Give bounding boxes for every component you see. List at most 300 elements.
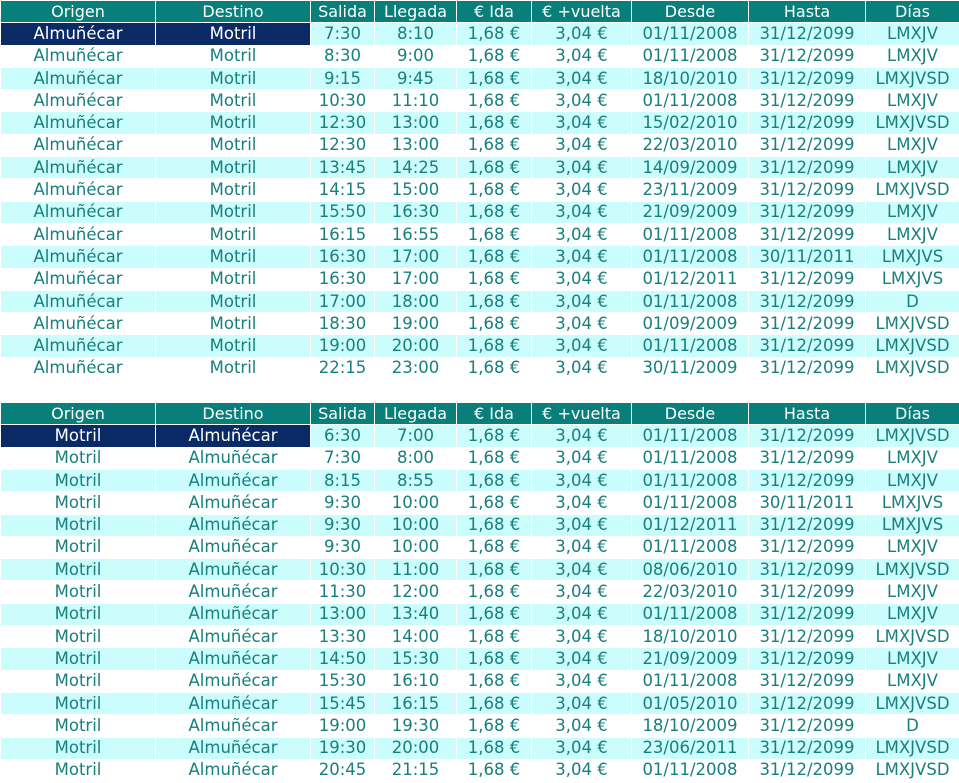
destination-cell[interactable]: Motril [156,45,311,67]
days-cell[interactable]: LMXJVS [866,492,959,514]
table-row[interactable] [1,112,959,134]
arrival-cell[interactable]: 10:00 [375,492,457,514]
col-header-desde[interactable]: Desde [632,1,749,23]
table-row[interactable] [1,648,959,670]
days-cell[interactable]: LMXJVS [866,268,959,290]
table-row[interactable] [1,23,959,45]
departure-cell[interactable]: 9:30 [311,492,375,514]
single-fare-cell[interactable]: 1,68 € [457,447,532,469]
table-row[interactable] [1,536,959,558]
arrival-cell[interactable]: 15:30 [375,648,457,670]
days-cell[interactable]: LMXJVSD [866,357,959,379]
destination-cell[interactable]: Almuñécar [156,737,311,759]
valid-from-cell[interactable]: 01/11/2008 [632,246,749,268]
valid-to-cell[interactable]: 31/12/2099 [749,603,866,625]
table-row[interactable] [1,626,959,648]
return-fare-cell[interactable]: 3,04 € [532,737,632,759]
valid-from-cell[interactable]: 01/11/2008 [632,223,749,245]
return-fare-cell[interactable]: 3,04 € [532,626,632,648]
valid-from-cell[interactable]: 01/12/2011 [632,268,749,290]
valid-to-cell[interactable]: 31/12/2099 [749,268,866,290]
arrival-cell[interactable]: 21:15 [375,759,457,781]
return-fare-cell[interactable]: 3,04 € [532,112,632,134]
single-fare-cell[interactable]: 1,68 € [457,246,532,268]
valid-from-cell[interactable]: 01/11/2008 [632,425,749,447]
valid-to-cell[interactable]: 31/12/2099 [749,357,866,379]
table-row[interactable] [1,737,959,759]
valid-to-cell[interactable]: 31/12/2099 [749,626,866,648]
origin-cell[interactable]: Motril [1,603,156,625]
valid-from-cell[interactable]: 01/11/2008 [632,492,749,514]
origin-cell[interactable]: Motril [1,670,156,692]
col-header-salida[interactable]: Salida [311,403,375,425]
valid-from-cell[interactable]: 14/09/2009 [632,157,749,179]
origin-cell[interactable]: Almuñécar [1,45,156,67]
departure-cell[interactable]: 7:30 [311,447,375,469]
col-header-dias[interactable]: Días [866,1,959,23]
arrival-cell[interactable]: 8:00 [375,447,457,469]
destination-cell[interactable]: Motril [156,157,311,179]
departure-cell[interactable]: 22:15 [311,357,375,379]
single-fare-cell[interactable]: 1,68 € [457,335,532,357]
days-cell[interactable]: LMXJVSD [866,626,959,648]
arrival-cell[interactable]: 16:55 [375,223,457,245]
single-fare-cell[interactable]: 1,68 € [457,737,532,759]
valid-to-cell[interactable]: 31/12/2099 [749,469,866,491]
table-row[interactable] [1,492,959,514]
days-cell[interactable]: LMXJVSD [866,692,959,714]
days-cell[interactable]: LMXJVS [866,246,959,268]
col-header-origen[interactable]: Origen [1,1,156,23]
departure-cell[interactable]: 9:15 [311,67,375,89]
days-cell[interactable]: LMXJV [866,45,959,67]
valid-from-cell[interactable]: 21/09/2009 [632,201,749,223]
days-cell[interactable]: LMXJVSD [866,313,959,335]
arrival-cell[interactable]: 11:00 [375,559,457,581]
origin-cell[interactable]: Motril [1,648,156,670]
days-cell[interactable]: LMXJVSD [866,425,959,447]
col-header-salida[interactable]: Salida [311,1,375,23]
origin-cell[interactable]: Motril [1,715,156,737]
valid-to-cell[interactable]: 31/12/2099 [749,425,866,447]
destination-cell[interactable]: Motril [156,223,311,245]
origin-cell[interactable]: Almuñécar [1,246,156,268]
table-row[interactable] [1,157,959,179]
destination-cell[interactable]: Motril [156,246,311,268]
table-row[interactable] [1,201,959,223]
return-fare-cell[interactable]: 3,04 € [532,134,632,156]
return-fare-cell[interactable]: 3,04 € [532,670,632,692]
valid-from-cell[interactable]: 01/11/2008 [632,603,749,625]
days-cell[interactable]: LMXJVSD [866,179,959,201]
return-fare-cell[interactable]: 3,04 € [532,246,632,268]
origin-cell[interactable]: Motril [1,581,156,603]
origin-cell[interactable]: Almuñécar [1,67,156,89]
arrival-cell[interactable]: 20:00 [375,335,457,357]
arrival-cell[interactable]: 16:10 [375,670,457,692]
table-row[interactable] [1,45,959,67]
single-fare-cell[interactable]: 1,68 € [457,603,532,625]
days-cell[interactable]: LMXJV [866,157,959,179]
days-cell[interactable]: LMXJV [866,469,959,491]
arrival-cell[interactable]: 10:00 [375,536,457,558]
destination-cell[interactable]: Motril [156,290,311,312]
departure-cell[interactable]: 20:45 [311,759,375,781]
days-cell[interactable]: D [866,290,959,312]
origin-cell[interactable]: Almuñécar [1,134,156,156]
return-fare-cell[interactable]: 3,04 € [532,290,632,312]
table-row[interactable] [1,223,959,245]
table-row[interactable] [1,134,959,156]
col-header-destino[interactable]: Destino [156,1,311,23]
days-cell[interactable]: LMXJVSD [866,112,959,134]
valid-from-cell[interactable]: 23/06/2011 [632,737,749,759]
valid-from-cell[interactable]: 22/03/2010 [632,581,749,603]
return-fare-cell[interactable]: 3,04 € [532,223,632,245]
departure-cell[interactable]: 13:45 [311,157,375,179]
table-row[interactable] [1,67,959,89]
departure-cell[interactable]: 19:30 [311,737,375,759]
valid-to-cell[interactable]: 31/12/2099 [749,447,866,469]
valid-from-cell[interactable]: 01/11/2008 [632,536,749,558]
col-header-llegada[interactable]: Llegada [375,1,457,23]
col-header-hasta[interactable]: Hasta [749,403,866,425]
table-row[interactable] [1,313,959,335]
valid-to-cell[interactable]: 31/12/2099 [749,648,866,670]
destination-cell[interactable]: Almuñécar [156,670,311,692]
single-fare-cell[interactable]: 1,68 € [457,157,532,179]
table-row[interactable] [1,425,959,447]
departure-cell[interactable]: 18:30 [311,313,375,335]
valid-to-cell[interactable]: 31/12/2099 [749,581,866,603]
col-header-vuelta[interactable]: € +vuelta [532,1,632,23]
arrival-cell[interactable]: 16:15 [375,692,457,714]
return-fare-cell[interactable]: 3,04 € [532,492,632,514]
arrival-cell[interactable]: 7:00 [375,425,457,447]
arrival-cell[interactable]: 18:00 [375,290,457,312]
single-fare-cell[interactable]: 1,68 € [457,67,532,89]
arrival-cell[interactable]: 19:00 [375,313,457,335]
valid-from-cell[interactable]: 01/09/2009 [632,313,749,335]
destination-cell[interactable]: Almuñécar [156,581,311,603]
valid-to-cell[interactable]: 31/12/2099 [749,201,866,223]
single-fare-cell[interactable]: 1,68 € [457,23,532,45]
valid-from-cell[interactable]: 01/11/2008 [632,90,749,112]
valid-to-cell[interactable]: 31/12/2099 [749,670,866,692]
origin-cell[interactable]: Motril [1,559,156,581]
destination-cell[interactable]: Almuñécar [156,715,311,737]
departure-cell[interactable]: 6:30 [311,425,375,447]
return-fare-cell[interactable]: 3,04 € [532,357,632,379]
days-cell[interactable]: LMXJVSD [866,559,959,581]
valid-to-cell[interactable]: 31/12/2099 [749,90,866,112]
return-fare-cell[interactable]: 3,04 € [532,201,632,223]
single-fare-cell[interactable]: 1,68 € [457,134,532,156]
valid-to-cell[interactable]: 31/12/2099 [749,23,866,45]
departure-cell[interactable]: 11:30 [311,581,375,603]
single-fare-cell[interactable]: 1,68 € [457,559,532,581]
return-fare-cell[interactable]: 3,04 € [532,469,632,491]
origin-cell[interactable]: Almuñécar [1,290,156,312]
return-fare-cell[interactable]: 3,04 € [532,536,632,558]
single-fare-cell[interactable]: 1,68 € [457,715,532,737]
destination-cell[interactable]: Almuñécar [156,559,311,581]
valid-from-cell[interactable]: 18/10/2010 [632,67,749,89]
valid-to-cell[interactable]: 31/12/2099 [749,67,866,89]
origin-cell[interactable]: Motril [1,469,156,491]
destination-cell[interactable]: Almuñécar [156,514,311,536]
departure-cell[interactable]: 12:30 [311,112,375,134]
arrival-cell[interactable]: 16:30 [375,201,457,223]
destination-cell[interactable]: Almuñécar [156,425,311,447]
arrival-cell[interactable]: 20:00 [375,737,457,759]
valid-to-cell[interactable]: 31/12/2099 [749,112,866,134]
departure-cell[interactable]: 13:30 [311,626,375,648]
departure-cell[interactable]: 14:50 [311,648,375,670]
valid-from-cell[interactable]: 18/10/2010 [632,626,749,648]
arrival-cell[interactable]: 9:00 [375,45,457,67]
origin-cell[interactable]: Motril [1,447,156,469]
single-fare-cell[interactable]: 1,68 € [457,425,532,447]
origin-cell[interactable]: Almuñécar [1,313,156,335]
col-header-desde[interactable]: Desde [632,403,749,425]
col-header-hasta[interactable]: Hasta [749,1,866,23]
table-row[interactable] [1,179,959,201]
days-cell[interactable]: LMXJVSD [866,737,959,759]
departure-cell[interactable]: 9:30 [311,536,375,558]
valid-to-cell[interactable]: 31/12/2099 [749,134,866,156]
valid-from-cell[interactable]: 01/11/2008 [632,335,749,357]
table-row[interactable] [1,268,959,290]
single-fare-cell[interactable]: 1,68 € [457,670,532,692]
days-cell[interactable]: LMXJV [866,581,959,603]
days-cell[interactable]: LMXJV [866,134,959,156]
destination-cell[interactable]: Almuñécar [156,492,311,514]
arrival-cell[interactable]: 14:25 [375,157,457,179]
table-row[interactable] [1,759,959,781]
destination-cell[interactable]: Motril [156,201,311,223]
destination-cell[interactable]: Motril [156,357,311,379]
origin-cell[interactable]: Almuñécar [1,90,156,112]
table-row[interactable] [1,581,959,603]
origin-cell[interactable]: Motril [1,692,156,714]
days-cell[interactable]: LMXJV [866,447,959,469]
destination-cell[interactable]: Motril [156,179,311,201]
single-fare-cell[interactable]: 1,68 € [457,112,532,134]
valid-to-cell[interactable]: 31/12/2099 [749,45,866,67]
valid-to-cell[interactable]: 31/12/2099 [749,223,866,245]
destination-cell[interactable]: Motril [156,134,311,156]
destination-cell[interactable]: Almuñécar [156,626,311,648]
departure-cell[interactable]: 15:30 [311,670,375,692]
arrival-cell[interactable]: 13:00 [375,112,457,134]
table-row[interactable] [1,670,959,692]
table-row[interactable] [1,559,959,581]
single-fare-cell[interactable]: 1,68 € [457,268,532,290]
valid-to-cell[interactable]: 31/12/2099 [749,759,866,781]
single-fare-cell[interactable]: 1,68 € [457,357,532,379]
single-fare-cell[interactable]: 1,68 € [457,692,532,714]
table-row[interactable] [1,692,959,714]
departure-cell[interactable]: 19:00 [311,715,375,737]
destination-cell[interactable]: Motril [156,90,311,112]
departure-cell[interactable]: 14:15 [311,179,375,201]
valid-from-cell[interactable]: 01/11/2008 [632,469,749,491]
single-fare-cell[interactable]: 1,68 € [457,179,532,201]
return-fare-cell[interactable]: 3,04 € [532,179,632,201]
return-fare-cell[interactable]: 3,04 € [532,335,632,357]
days-cell[interactable]: LMXJVSD [866,759,959,781]
single-fare-cell[interactable]: 1,68 € [457,290,532,312]
departure-cell[interactable]: 9:30 [311,514,375,536]
return-fare-cell[interactable]: 3,04 € [532,581,632,603]
valid-from-cell[interactable]: 01/11/2008 [632,23,749,45]
departure-cell[interactable]: 8:15 [311,469,375,491]
table-row[interactable] [1,290,959,312]
table-row[interactable] [1,90,959,112]
col-header-ida[interactable]: € Ida [457,403,532,425]
single-fare-cell[interactable]: 1,68 € [457,201,532,223]
days-cell[interactable]: LMXJVS [866,514,959,536]
return-fare-cell[interactable]: 3,04 € [532,759,632,781]
origin-cell[interactable]: Almuñécar [1,112,156,134]
valid-to-cell[interactable]: 31/12/2099 [749,536,866,558]
origin-cell[interactable]: Almuñécar [1,357,156,379]
arrival-cell[interactable]: 12:00 [375,581,457,603]
valid-from-cell[interactable]: 22/03/2010 [632,134,749,156]
arrival-cell[interactable]: 8:10 [375,23,457,45]
origin-cell[interactable]: Motril [1,759,156,781]
arrival-cell[interactable]: 13:00 [375,134,457,156]
arrival-cell[interactable]: 19:30 [375,715,457,737]
departure-cell[interactable]: 10:30 [311,559,375,581]
departure-cell[interactable]: 12:30 [311,134,375,156]
days-cell[interactable]: LMXJV [866,201,959,223]
arrival-cell[interactable]: 10:00 [375,514,457,536]
arrival-cell[interactable]: 11:10 [375,90,457,112]
destination-cell[interactable]: Motril [156,23,311,45]
days-cell[interactable]: LMXJV [866,670,959,692]
origin-cell[interactable]: Motril [1,626,156,648]
valid-from-cell[interactable]: 01/11/2008 [632,759,749,781]
origin-cell[interactable]: Almuñécar [1,268,156,290]
departure-cell[interactable]: 15:45 [311,692,375,714]
departure-cell[interactable]: 19:00 [311,335,375,357]
valid-to-cell[interactable]: 30/11/2011 [749,492,866,514]
table-row[interactable] [1,357,959,379]
departure-cell[interactable]: 10:30 [311,90,375,112]
origin-cell[interactable]: Almuñécar [1,335,156,357]
origin-cell[interactable]: Almuñécar [1,201,156,223]
return-fare-cell[interactable]: 3,04 € [532,603,632,625]
days-cell[interactable]: LMXJVSD [866,335,959,357]
return-fare-cell[interactable]: 3,04 € [532,514,632,536]
arrival-cell[interactable]: 17:00 [375,268,457,290]
col-header-ida[interactable]: € Ida [457,1,532,23]
col-header-llegada[interactable]: Llegada [375,403,457,425]
valid-from-cell[interactable]: 23/11/2009 [632,179,749,201]
arrival-cell[interactable]: 8:55 [375,469,457,491]
table-row[interactable] [1,246,959,268]
single-fare-cell[interactable]: 1,68 € [457,90,532,112]
single-fare-cell[interactable]: 1,68 € [457,759,532,781]
return-fare-cell[interactable]: 3,04 € [532,90,632,112]
origin-cell[interactable]: Almuñécar [1,179,156,201]
return-fare-cell[interactable]: 3,04 € [532,425,632,447]
valid-from-cell[interactable]: 01/11/2008 [632,290,749,312]
single-fare-cell[interactable]: 1,68 € [457,492,532,514]
valid-to-cell[interactable]: 31/12/2099 [749,290,866,312]
single-fare-cell[interactable]: 1,68 € [457,223,532,245]
destination-cell[interactable]: Almuñécar [156,692,311,714]
valid-to-cell[interactable]: 31/12/2099 [749,692,866,714]
single-fare-cell[interactable]: 1,68 € [457,514,532,536]
days-cell[interactable]: D [866,715,959,737]
valid-from-cell[interactable]: 30/11/2009 [632,357,749,379]
return-fare-cell[interactable]: 3,04 € [532,447,632,469]
departure-cell[interactable]: 13:00 [311,603,375,625]
origin-cell[interactable]: Motril [1,425,156,447]
destination-cell[interactable]: Almuñécar [156,536,311,558]
valid-from-cell[interactable]: 01/12/2011 [632,514,749,536]
table-row[interactable] [1,469,959,491]
origin-cell[interactable]: Almuñécar [1,23,156,45]
departure-cell[interactable]: 16:30 [311,246,375,268]
days-cell[interactable]: LMXJV [866,223,959,245]
origin-cell[interactable]: Motril [1,737,156,759]
return-fare-cell[interactable]: 3,04 € [532,648,632,670]
table-row[interactable] [1,603,959,625]
destination-cell[interactable]: Almuñécar [156,759,311,781]
arrival-cell[interactable]: 17:00 [375,246,457,268]
days-cell[interactable]: LMXJV [866,648,959,670]
valid-to-cell[interactable]: 31/12/2099 [749,179,866,201]
single-fare-cell[interactable]: 1,68 € [457,581,532,603]
destination-cell[interactable]: Motril [156,67,311,89]
arrival-cell[interactable]: 9:45 [375,67,457,89]
return-fare-cell[interactable]: 3,04 € [532,692,632,714]
days-cell[interactable]: LMXJV [866,23,959,45]
col-header-dias[interactable]: Días [866,403,959,425]
valid-from-cell[interactable]: 15/02/2010 [632,112,749,134]
valid-from-cell[interactable]: 08/06/2010 [632,559,749,581]
days-cell[interactable]: LMXJVSD [866,67,959,89]
arrival-cell[interactable]: 13:40 [375,603,457,625]
origin-cell[interactable]: Motril [1,492,156,514]
valid-to-cell[interactable]: 31/12/2099 [749,715,866,737]
table-row[interactable] [1,514,959,536]
valid-from-cell[interactable]: 01/11/2008 [632,447,749,469]
valid-from-cell[interactable]: 01/05/2010 [632,692,749,714]
arrival-cell[interactable]: 23:00 [375,357,457,379]
valid-from-cell[interactable]: 18/10/2009 [632,715,749,737]
days-cell[interactable]: LMXJV [866,536,959,558]
destination-cell[interactable]: Almuñécar [156,648,311,670]
arrival-cell[interactable]: 14:00 [375,626,457,648]
destination-cell[interactable]: Motril [156,268,311,290]
departure-cell[interactable]: 7:30 [311,23,375,45]
destination-cell[interactable]: Motril [156,112,311,134]
origin-cell[interactable]: Motril [1,514,156,536]
single-fare-cell[interactable]: 1,68 € [457,626,532,648]
return-fare-cell[interactable]: 3,04 € [532,157,632,179]
valid-to-cell[interactable]: 31/12/2099 [749,313,866,335]
valid-from-cell[interactable]: 01/11/2008 [632,670,749,692]
departure-cell[interactable]: 16:30 [311,268,375,290]
days-cell[interactable]: LMXJV [866,90,959,112]
departure-cell[interactable]: 16:15 [311,223,375,245]
destination-cell[interactable]: Almuñécar [156,447,311,469]
